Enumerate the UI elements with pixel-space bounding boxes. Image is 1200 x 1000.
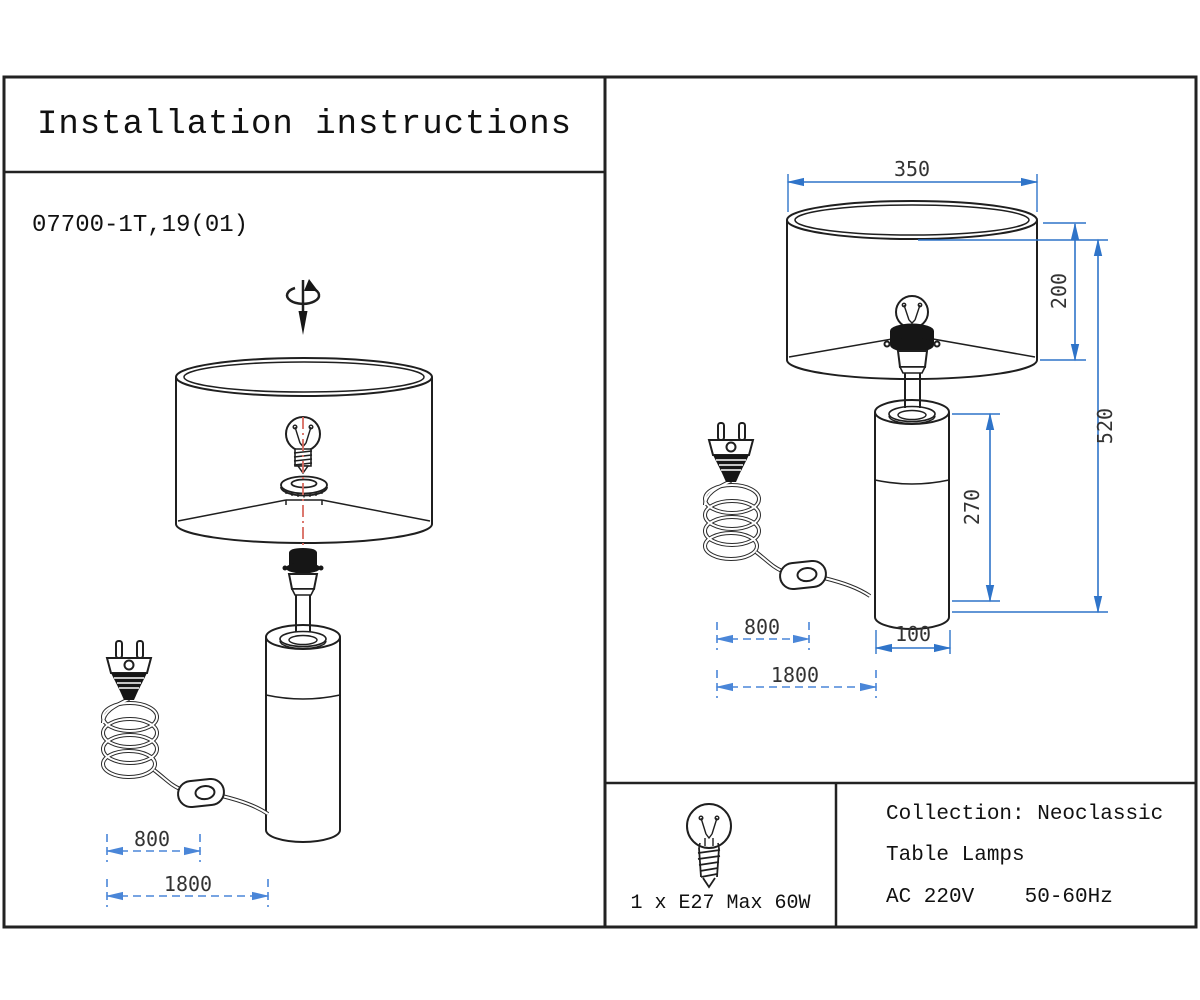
model-number: 07700-1T,19(01) [32,212,249,239]
dim-label-shade-height: 200 [1047,272,1071,310]
lamp-spec-text: 1 x E27 Max 60W [630,892,811,915]
page-title: Installation instructions [36,105,573,144]
left-exploded-view [103,279,432,842]
shade-ring-nut [281,477,327,498]
dim-label-cord-800: 800 [133,827,171,851]
lamp-socket [283,548,324,595]
light-bulb-icon [687,804,731,887]
dim-label-total-height: 520 [1093,407,1117,445]
right-dimension-view [705,201,1037,629]
light-bulb [896,296,928,328]
dim-label-cord-800: 800 [743,615,781,639]
power-text: AC 220V 50-60Hz [886,886,1113,909]
dim-label-base-width: 100 [894,622,932,646]
dim-label-cord-1800: 1800 [163,872,213,896]
dim-label-cord-1800: 1800 [770,663,820,687]
lamp-base [875,400,949,629]
collection-text: Collection: Neoclassic [886,803,1164,826]
category-text: Table Lamps [886,844,1025,867]
screw-rotation-arrow-icon [287,279,319,335]
left-dimensions [107,827,268,907]
lamp-base [266,625,340,842]
dim-label-shade-width: 350 [893,157,931,181]
lamp-socket [885,324,940,374]
dim-label-base-height: 270 [960,488,984,526]
